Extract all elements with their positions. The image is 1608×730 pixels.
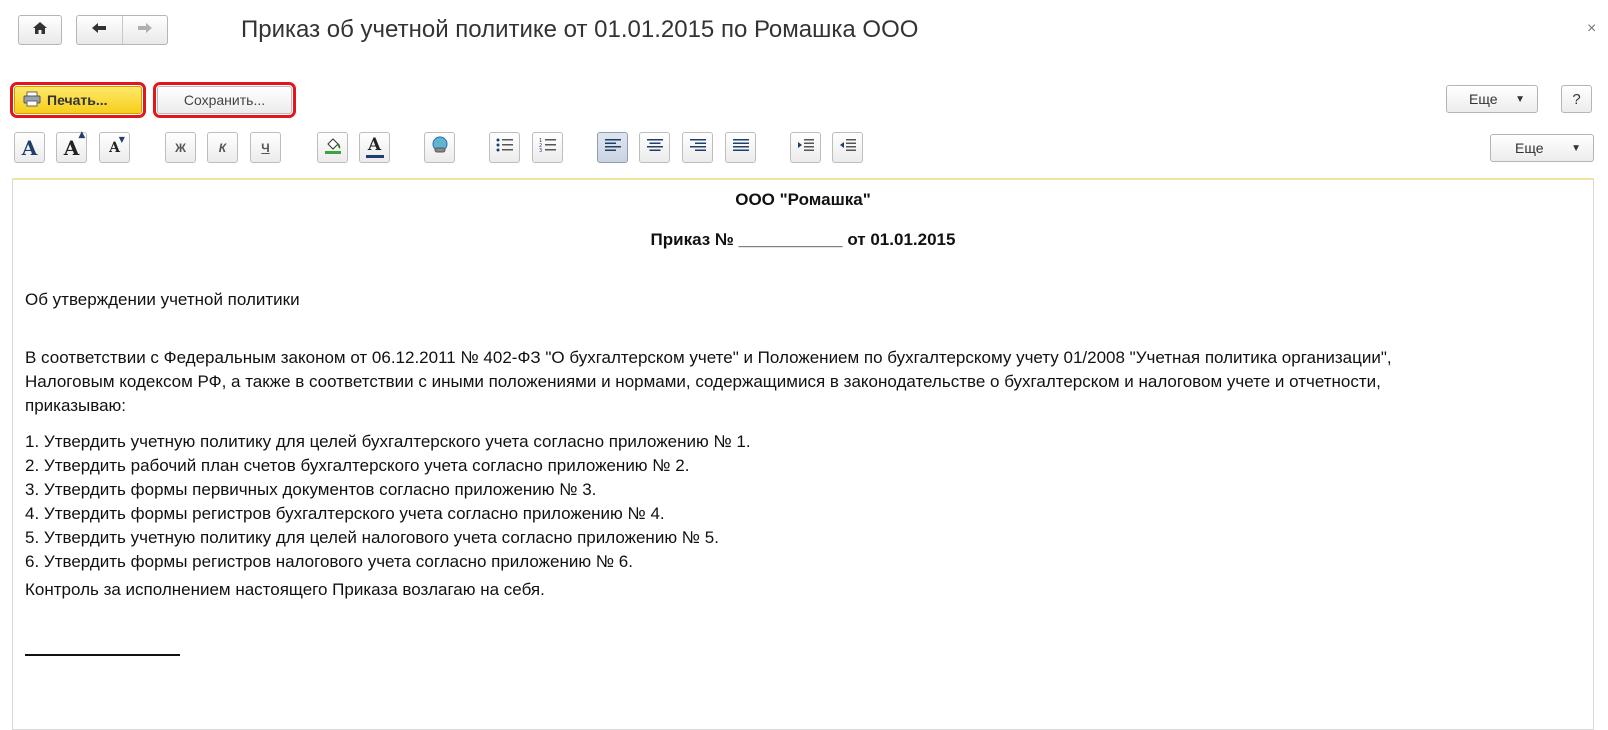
save-button[interactable]: Сохранить... bbox=[157, 86, 292, 114]
list-item: 2. Утвердить рабочий план счетов бухгалтерского учета согласно приложению № 2. bbox=[25, 456, 690, 475]
window-title: Приказ об учетной политике от 01.01.2015 по Ромашка ООО bbox=[241, 16, 919, 43]
list-item: 3. Утвердить формы первичных документов согласно приложению № 3. bbox=[25, 480, 597, 499]
bold-button[interactable] bbox=[165, 132, 196, 163]
globe-link-icon bbox=[430, 135, 450, 160]
text-color-button[interactable] bbox=[359, 132, 390, 163]
more-button-label: Еще bbox=[1469, 91, 1498, 107]
arrow-right-icon bbox=[137, 21, 153, 39]
bold-icon: Ж bbox=[175, 140, 186, 155]
print-button-label: Печать... bbox=[47, 92, 108, 108]
font-button[interactable] bbox=[14, 132, 45, 163]
home-button[interactable] bbox=[18, 15, 62, 45]
arrow-left-icon bbox=[91, 21, 107, 39]
justify-button[interactable] bbox=[725, 132, 756, 163]
bulleted-list-icon bbox=[496, 137, 514, 158]
background-color-button[interactable] bbox=[317, 132, 348, 163]
document-editor[interactable] bbox=[12, 178, 1594, 730]
text-color-icon: A bbox=[366, 137, 384, 158]
document-org: ООО "Ромашка" bbox=[735, 190, 871, 209]
caret-down-icon: ▼ bbox=[1571, 142, 1581, 154]
insert-link-button[interactable] bbox=[424, 132, 455, 163]
back-button[interactable] bbox=[77, 16, 122, 44]
list-item: 4. Утвердить формы регистров бухгалтерского учета согласно приложению № 4. bbox=[25, 504, 665, 523]
bulleted-list-button[interactable] bbox=[489, 132, 520, 163]
align-left-button[interactable] bbox=[597, 132, 628, 163]
svg-text:2: 2 bbox=[538, 143, 542, 149]
home-icon bbox=[32, 21, 48, 40]
decrease-font-button[interactable] bbox=[99, 132, 130, 163]
svg-text:3: 3 bbox=[538, 148, 542, 153]
align-center-icon bbox=[646, 137, 664, 158]
italic-button[interactable] bbox=[207, 132, 238, 163]
align-left-icon bbox=[604, 137, 622, 158]
decrease-font-icon: A ▼ bbox=[109, 133, 125, 156]
caret-down-icon: ▼ bbox=[1515, 93, 1525, 105]
help-button[interactable]: ? bbox=[1561, 85, 1592, 113]
list-item: 5. Утвердить учетную политику для целей налогового учета согласно приложению № 5. bbox=[25, 528, 719, 547]
italic-icon: К bbox=[218, 140, 227, 155]
increase-indent-icon bbox=[797, 137, 815, 158]
align-center-button[interactable] bbox=[639, 132, 670, 163]
underline-icon: Ч bbox=[261, 140, 270, 155]
list-item: 6. Утвердить формы регистров налогового учета согласно приложению № 6. bbox=[25, 552, 633, 571]
format-more-button[interactable] bbox=[1490, 134, 1594, 162]
history-nav bbox=[76, 15, 168, 45]
paint-bucket-icon bbox=[323, 135, 343, 160]
svg-text:1: 1 bbox=[538, 138, 542, 144]
list-item: 1. Утвердить учетную политику для целей бухгалтерского учета согласно приложению № 1. bbox=[25, 432, 751, 451]
numbered-list-button[interactable] bbox=[532, 132, 563, 163]
document-items bbox=[25, 430, 751, 574]
font-icon: A bbox=[21, 135, 38, 160]
justify-icon bbox=[732, 137, 750, 158]
print-button[interactable] bbox=[14, 86, 142, 114]
decrease-indent-icon bbox=[839, 137, 857, 158]
forward-button[interactable] bbox=[122, 16, 167, 44]
increase-font-button[interactable] bbox=[56, 129, 87, 163]
document-subject: Об утверждении учетной политики bbox=[25, 290, 300, 309]
format-more-label: Еще bbox=[1515, 140, 1544, 156]
align-right-icon bbox=[689, 137, 707, 158]
decrease-indent-button[interactable] bbox=[832, 132, 863, 163]
increase-indent-button[interactable] bbox=[790, 132, 821, 163]
document-order-line: Приказ № ___________ от 01.01.2015 bbox=[650, 230, 956, 249]
numbered-list-icon bbox=[539, 137, 557, 158]
underline-button[interactable] bbox=[250, 132, 281, 163]
more-button[interactable] bbox=[1446, 85, 1538, 113]
close-icon[interactable]: × bbox=[1587, 20, 1597, 37]
increase-font-icon: A ▲ bbox=[63, 129, 86, 160]
align-right-button[interactable] bbox=[682, 132, 713, 163]
printer-icon bbox=[23, 91, 41, 110]
document-control: Контроль за исполнением настоящего Приказа возлагаю на себя. bbox=[25, 580, 545, 599]
signature-line bbox=[25, 654, 180, 656]
document-preamble: В соответствии с Федеральным законом от 06.12.2011 № 402-ФЗ "О бухгалтерском учете" и Положением по бухгалтерскому учету 01/2008 "Учетная политика организации", Налоговым кодексом РФ, а также в соответствии с иными положениями и нормами, содержащимися в законодательстве о бухгалтерском и налоговом учете и отчетности, приказываю: bbox=[25, 348, 1392, 415]
